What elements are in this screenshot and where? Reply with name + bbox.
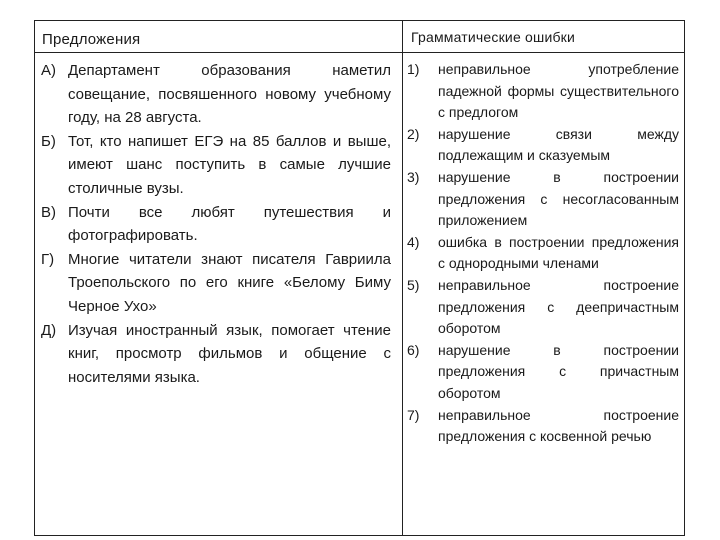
column-divider — [402, 21, 403, 535]
sentence-text: Департамент образования наметил совещание, посвяшенного новому учебному году, на 28 августа. — [68, 62, 391, 127]
error-text: неправильное употребление падежной формы существительного с предлогом — [438, 61, 679, 121]
error-item — [407, 59, 679, 124]
error-number: 3) — [407, 168, 420, 185]
error-number: 6) — [407, 341, 420, 358]
sentences-column — [41, 59, 391, 389]
error-number: 5) — [407, 276, 420, 293]
sentence-label: Г) — [41, 250, 55, 268]
error-item — [407, 405, 679, 448]
error-number: 7) — [407, 406, 420, 423]
error-item — [407, 340, 679, 405]
sentence-item — [41, 319, 391, 390]
error-text: нарушение в построении предложения с несогласованным приложением — [438, 168, 679, 229]
sentence-text: Почти все любят путешествия и фотографировать. — [68, 203, 391, 245]
error-text: нарушение в построении предложения с причастным оборотом — [438, 341, 679, 401]
error-item — [407, 124, 679, 167]
sentence-item — [41, 201, 391, 248]
error-number: 2) — [407, 125, 420, 142]
sentence-text: Многие читатели знают писателя Гавриила Троепольского по его книге «Белому Биму Черное Ухо» — [68, 250, 391, 315]
error-number: 4) — [407, 233, 420, 250]
error-item — [407, 232, 679, 275]
sentence-item — [41, 59, 391, 130]
sentence-item — [41, 130, 391, 201]
error-item — [407, 167, 679, 232]
sentence-label: А) — [41, 62, 56, 79]
error-text: неправильное построение предложения с деепричастным оборотом — [438, 276, 679, 337]
errors-column — [407, 59, 679, 448]
error-item — [407, 275, 679, 340]
sentence-item — [41, 248, 391, 319]
header-grammar-errors: Грамматические ошибки — [411, 29, 576, 45]
sentence-label: Д) — [41, 321, 57, 339]
error-text: нарушение связи между подлежащим и сказуемым — [438, 125, 679, 164]
sentence-label: В) — [41, 203, 56, 221]
grammar-table — [34, 20, 685, 536]
error-text: неправильное построение предложения с косвенной речью — [438, 406, 679, 445]
header-divider — [35, 52, 684, 53]
error-text: ошибка в построении предложения с однородными членами — [438, 233, 679, 272]
sentence-label: Б) — [41, 132, 56, 150]
sentence-text: Изучая иностранный язык, помогает чтение книг, просмотр фильмов и общение с носителями языка. — [68, 321, 391, 386]
error-number: 1) — [407, 61, 420, 77]
header-sentences: Предложения — [42, 31, 141, 48]
sentence-text: Тот, кто напишет ЕГЭ на 85 баллов и выше, имеют шанс поступить в самые лучшие столичные вузы. — [68, 132, 391, 197]
